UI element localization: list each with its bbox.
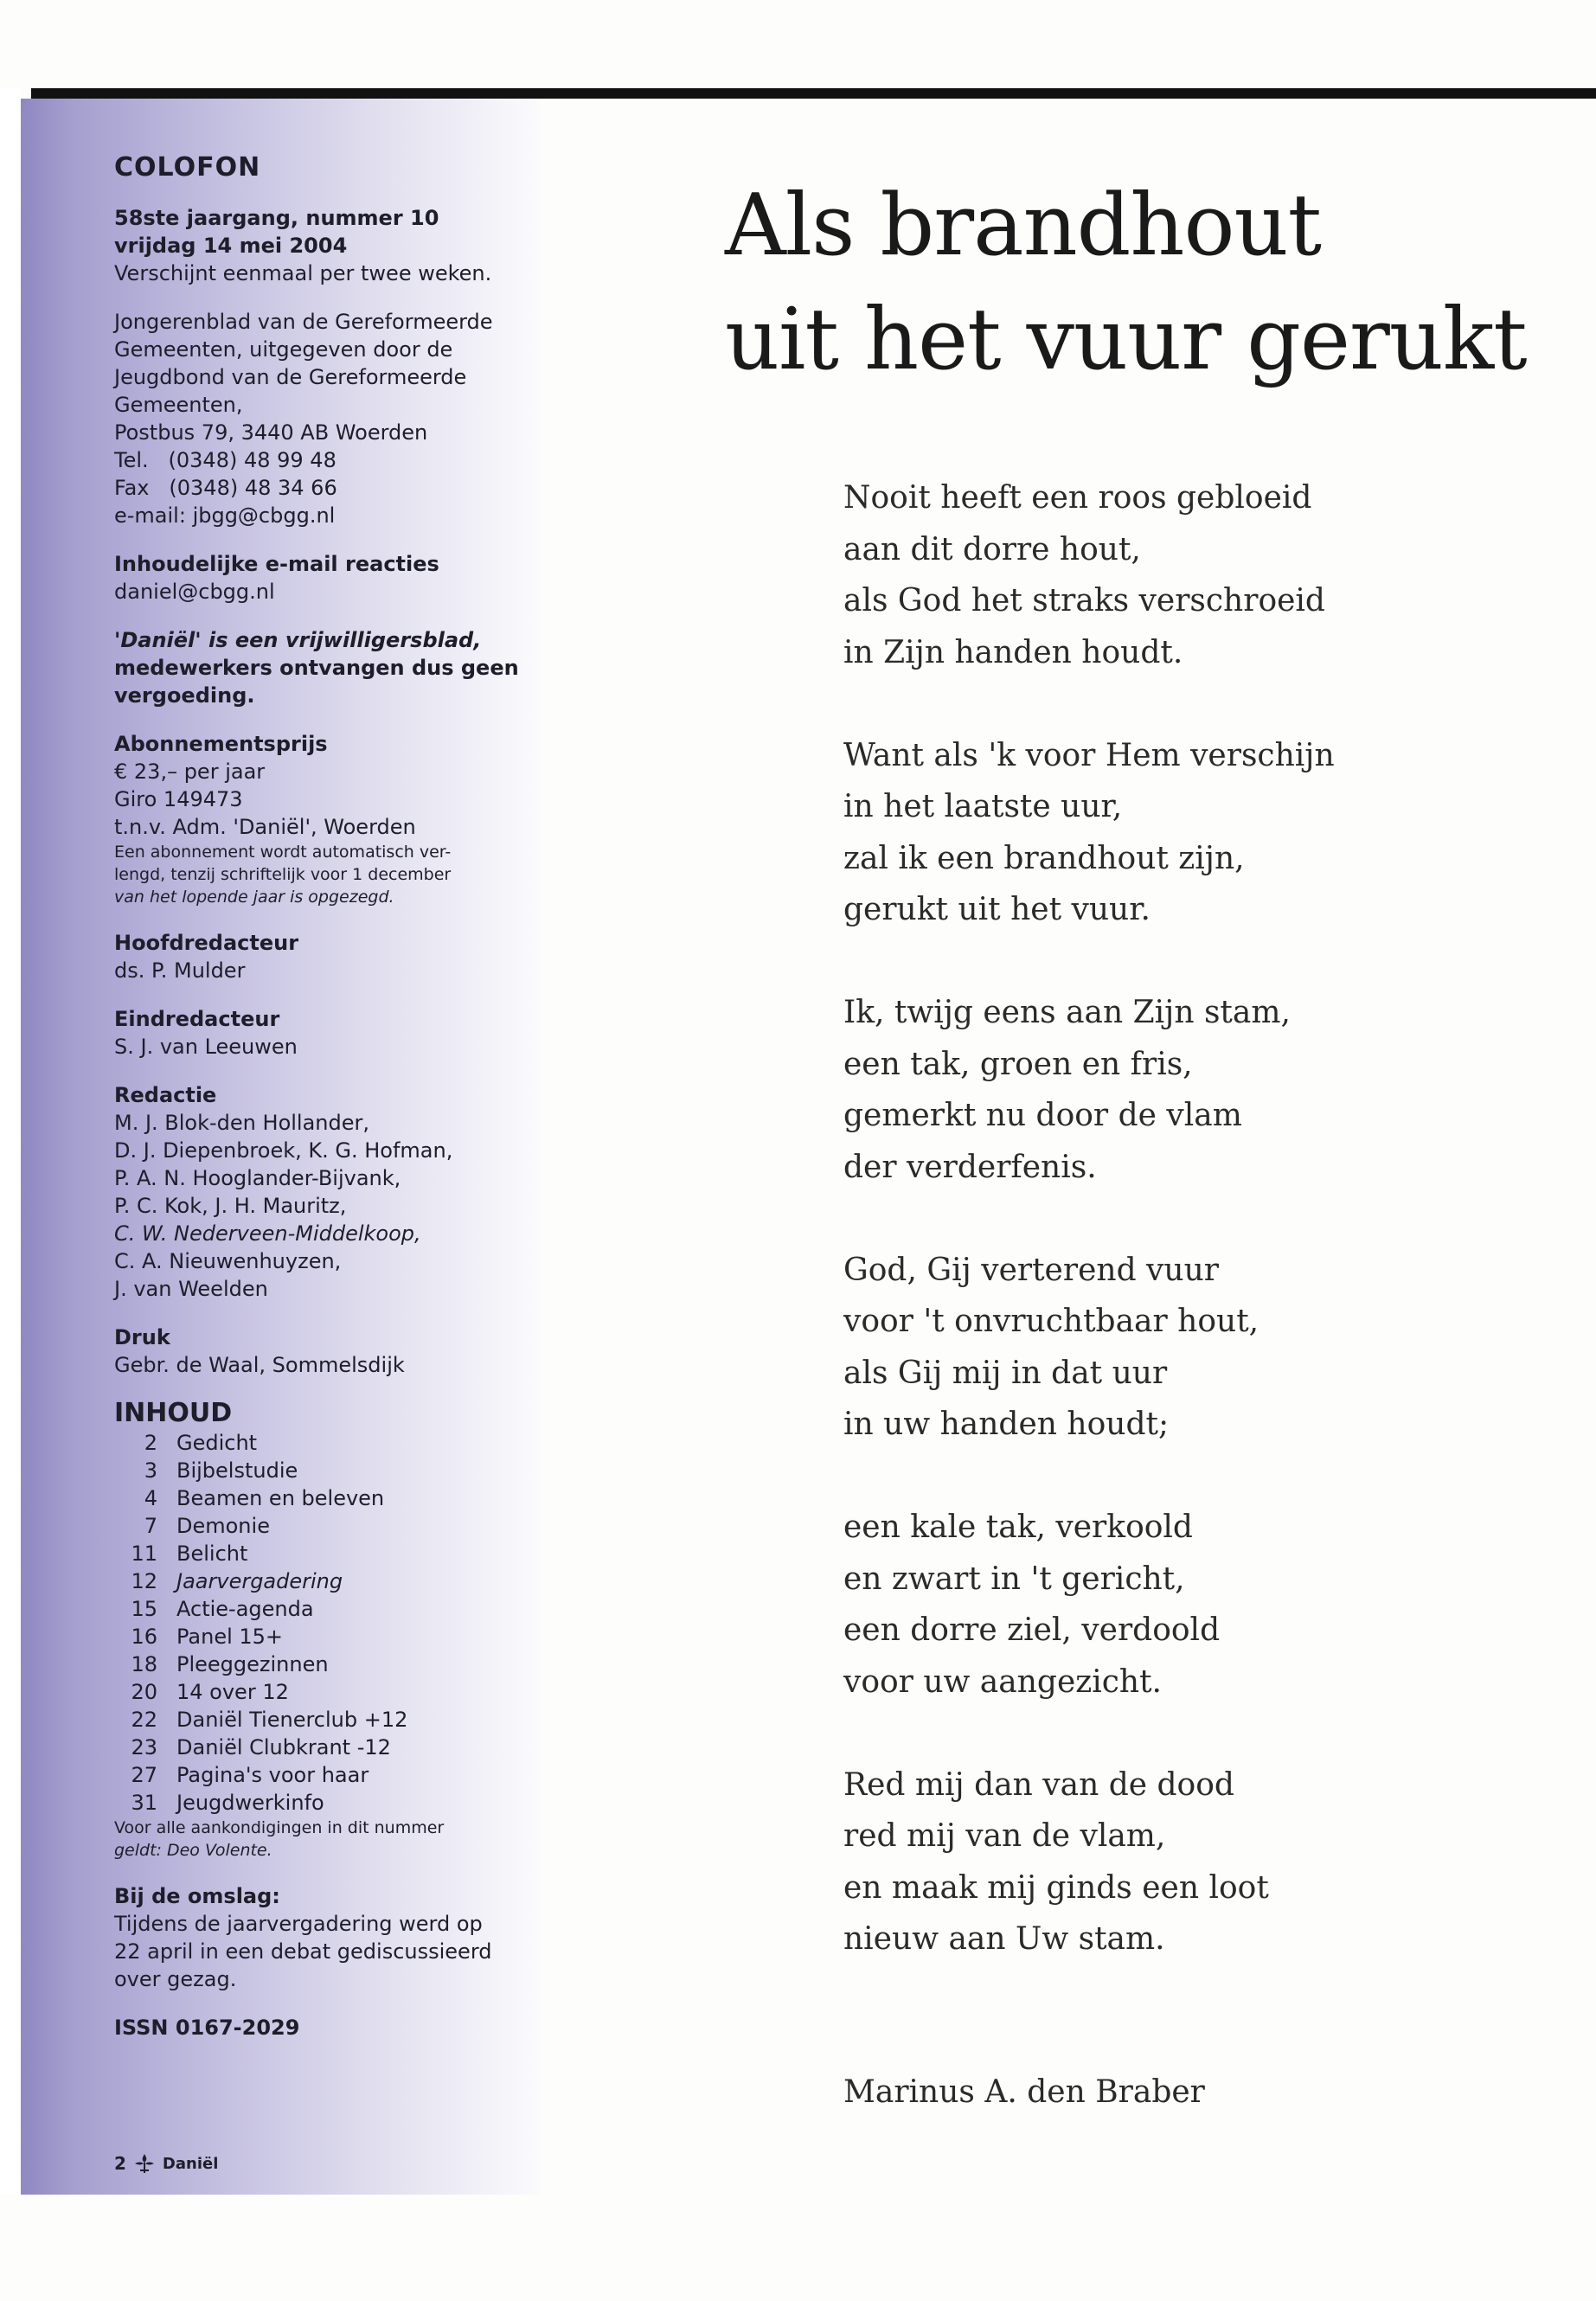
poem-line: zal ik een brandhout zijn, (843, 840, 1245, 876)
toc-item (114, 1457, 521, 1484)
magazine-name: Daniël (162, 2154, 219, 2173)
toc-item (114, 1567, 521, 1595)
toc-page: 3 (144, 1458, 157, 1483)
toc-title: Jaarvergadering (176, 1569, 343, 1593)
subscription-note: van het lopende jaar is opgezegd. (114, 888, 394, 907)
chief-editor-name: ds. P. Mulder (114, 958, 246, 983)
poem-line: een kale tak, verkoold (843, 1509, 1193, 1545)
issue-volume: 58ste jaargang, nummer 10 (114, 206, 439, 230)
issn (114, 2014, 521, 2041)
toc-page: 27 (131, 1763, 157, 1787)
toc-title: Jeugdwerkinfo (176, 1791, 324, 1815)
poem-line: in uw handen houdt; (843, 1407, 1170, 1442)
publisher-line: Jongerenblad van de Gereformeerde (114, 310, 493, 334)
poem-line: als God het straks verschroeid (843, 583, 1325, 619)
printer-name: Gebr. de Waal, Sommelsdijk (114, 1353, 405, 1377)
poem-title-line: uit het vuur gerukt (725, 291, 1527, 389)
toc-item (114, 1623, 521, 1650)
toc-page: 23 (131, 1735, 157, 1759)
publisher-phone: Tel. (0348) 48 99 48 (114, 448, 337, 472)
poem-stanza (843, 1759, 1501, 1965)
email-reactions-value: daniel@cbgg.nl (114, 580, 275, 604)
toc-title: Daniël Tienerclub +12 (176, 1708, 408, 1732)
poem-author: Marinus A. den Braber (843, 2074, 1205, 2110)
toc-title: Panel 15+ (176, 1625, 284, 1649)
toc-item (114, 1789, 521, 1817)
poem-line: Ik, twijg eens aan Zijn stam, (843, 995, 1291, 1030)
toc-page: 2 (144, 1431, 157, 1455)
toc-title: Belicht (176, 1541, 248, 1566)
poem-line: in het laatste uur, (843, 789, 1123, 824)
printer (114, 1324, 521, 1379)
email-reactions (114, 550, 521, 606)
poem-line: voor uw aangezicht. (843, 1663, 1162, 1700)
cover-line: over gezag. (114, 1967, 237, 1991)
printer-label: Druk (114, 1325, 170, 1349)
poem-line: een dorre ziel, verdoold (843, 1612, 1221, 1648)
toc-page: 4 (144, 1486, 157, 1510)
publisher-address: Postbus 79, 3440 AB Woerden (114, 420, 428, 445)
volunteer-note (114, 626, 521, 709)
toc-title: Demonie (176, 1514, 270, 1538)
toc-page: 7 (144, 1514, 157, 1538)
editorial-member: P. C. Kok, J. H. Mauritz, (114, 1194, 347, 1218)
toc-title: Actie-agenda (176, 1597, 314, 1621)
toc-page: 15 (131, 1597, 157, 1621)
email-reactions-label: Inhoudelijke e-mail reacties (114, 552, 439, 576)
toc-title: 14 over 12 (176, 1680, 289, 1704)
subscription-note: lengd, tenzij schriftelijk voor 1 december (114, 865, 452, 884)
toc-item (114, 1512, 521, 1540)
toc-item (114, 1706, 521, 1734)
editorial-member: C. W. Nederveen-Middelkoop, (114, 1221, 421, 1246)
toc-title: Beamen en beleven (176, 1486, 385, 1510)
poem-line: God, Gij verterend vuur (843, 1252, 1219, 1288)
toc-item (114, 1678, 521, 1706)
toc-page: 18 (131, 1652, 157, 1676)
cover-line: 22 april in een debat gediscussieerd (114, 1939, 492, 1964)
editorial-member: D. J. Diepenbroek, K. G. Hofman, (114, 1138, 453, 1163)
toc-page: 12 (131, 1569, 157, 1593)
toc-page: 11 (131, 1541, 157, 1566)
subscription-note: Een abonnement wordt automatisch ver- (114, 843, 452, 862)
toc-title: Gedicht (176, 1431, 258, 1455)
issue-info (114, 204, 521, 287)
poem-line: voor 't onvruchtbaar hout, (843, 1304, 1259, 1339)
poem-stanza (843, 730, 1501, 936)
poem-stanza (843, 472, 1501, 678)
poem-title (725, 169, 1555, 397)
volunteer-note-line: 'Daniël' is een vrijwilligersblad, (114, 628, 482, 652)
issue-date: vrijdag 14 mei 2004 (114, 234, 348, 258)
poem-line: nieuw aan Uw stam. (843, 1921, 1165, 1957)
publisher-email: e-mail: jbgg@cbgg.nl (114, 503, 336, 528)
subscription-label: Abonnementsprijs (114, 732, 328, 756)
cover-line: Tijdens de jaarvergadering werd op (114, 1912, 483, 1936)
fleur-logo-icon (133, 2152, 156, 2175)
toc-item (114, 1484, 521, 1512)
publisher-line: Gemeenten, uitgegeven door de (114, 337, 453, 362)
chief-editor (114, 929, 521, 984)
colofon (114, 154, 521, 2062)
poem-line: Want als 'k voor Hem verschijn (843, 737, 1335, 773)
poem-line: als Gij mij in dat uur (843, 1355, 1168, 1391)
final-editor-label: Eindredacteur (114, 1007, 280, 1031)
subscription-price: € 23,– per jaar (114, 760, 266, 784)
poem-stanza (843, 1502, 1501, 1708)
colofon-heading: COLOFON (114, 152, 261, 183)
poem-stanza (843, 987, 1501, 1193)
table-of-contents (114, 1400, 521, 1862)
toc-page: 20 (131, 1680, 157, 1704)
toc-page: 16 (131, 1625, 157, 1649)
poem-line: en zwart in 't gericht, (843, 1561, 1185, 1597)
chief-editor-label: Hoofdredacteur (114, 931, 299, 955)
editorial-member: P. A. N. Hooglander-Bijvank, (114, 1166, 401, 1190)
editorial-board (114, 1081, 521, 1303)
toc-title: Pagina's voor haar (176, 1763, 369, 1787)
poem-line: Nooit heeft een roos gebloeid (843, 480, 1312, 516)
toc-item (114, 1650, 521, 1678)
subscription (114, 730, 521, 908)
poem-line: aan dit dorre hout, (843, 531, 1141, 567)
poem-line: gemerkt nu door de vlam (843, 1098, 1242, 1133)
toc-item (114, 1429, 521, 1457)
toc-item (114, 1540, 521, 1567)
issue-frequency: Verschijnt eenmaal per twee weken. (114, 261, 492, 285)
final-editor (114, 1005, 521, 1061)
contents-heading: INHOUD (114, 1398, 233, 1428)
contents-note: geldt: Deo Volente. (114, 1841, 272, 1860)
toc-item (114, 1595, 521, 1623)
poem-body (843, 472, 1501, 2016)
subscription-giro: Giro 149473 (114, 787, 243, 811)
editorial-member: C. A. Nieuwenhuyzen, (114, 1249, 342, 1273)
publisher-info (114, 308, 521, 529)
cover-label: Bij de omslag: (114, 1884, 280, 1908)
editorial-label: Redactie (114, 1083, 217, 1107)
publisher-line: Gemeenten, (114, 393, 243, 417)
poem-line: red mij van de vlam, (843, 1818, 1166, 1854)
toc-item (114, 1734, 521, 1761)
subscription-payee: t.n.v. Adm. 'Daniël', Woerden (114, 815, 416, 839)
toc-item (114, 1761, 521, 1789)
poem-line: en maak mij ginds een loot (843, 1869, 1269, 1906)
poem-line: der verderfenis. (843, 1149, 1097, 1185)
poem-title-line: Als brandhout (725, 176, 1322, 275)
toc-title: Bijbelstudie (176, 1458, 298, 1483)
toc-page: 22 (131, 1708, 157, 1732)
toc-page: 31 (131, 1791, 157, 1815)
poem-stanza (843, 1245, 1501, 1451)
final-editor-name: S. J. van Leeuwen (114, 1035, 298, 1059)
toc-title: Pleeggezinnen (176, 1652, 329, 1676)
poem-line: in Zijn handen houdt. (843, 634, 1183, 670)
poem-line: Red mij dan van de dood (843, 1766, 1234, 1803)
poem-line: gerukt uit het vuur. (843, 892, 1151, 927)
volunteer-note-line: medewerkers ontvangen dus geen (114, 656, 519, 680)
contents-note: Voor alle aankondigingen in dit nummer (114, 1818, 445, 1837)
publisher-fax: Fax (0348) 48 34 66 (114, 476, 337, 500)
volunteer-note-line: vergoeding. (114, 683, 255, 708)
top-rule (31, 88, 1596, 99)
page-number: 2 (114, 2153, 126, 2174)
editorial-member: J. van Weelden (114, 1277, 268, 1301)
page-footer (114, 2152, 218, 2175)
editorial-member: M. J. Blok-den Hollander, (114, 1111, 369, 1135)
issn-number: ISSN 0167-2029 (114, 2016, 300, 2040)
publisher-line: Jeugdbond van de Gereformeerde (114, 365, 467, 389)
poem-line: een tak, groen en fris, (843, 1046, 1193, 1082)
cover-info (114, 1882, 521, 1993)
toc-title: Daniël Clubkrant -12 (176, 1735, 391, 1759)
page-edge (0, 88, 21, 2195)
